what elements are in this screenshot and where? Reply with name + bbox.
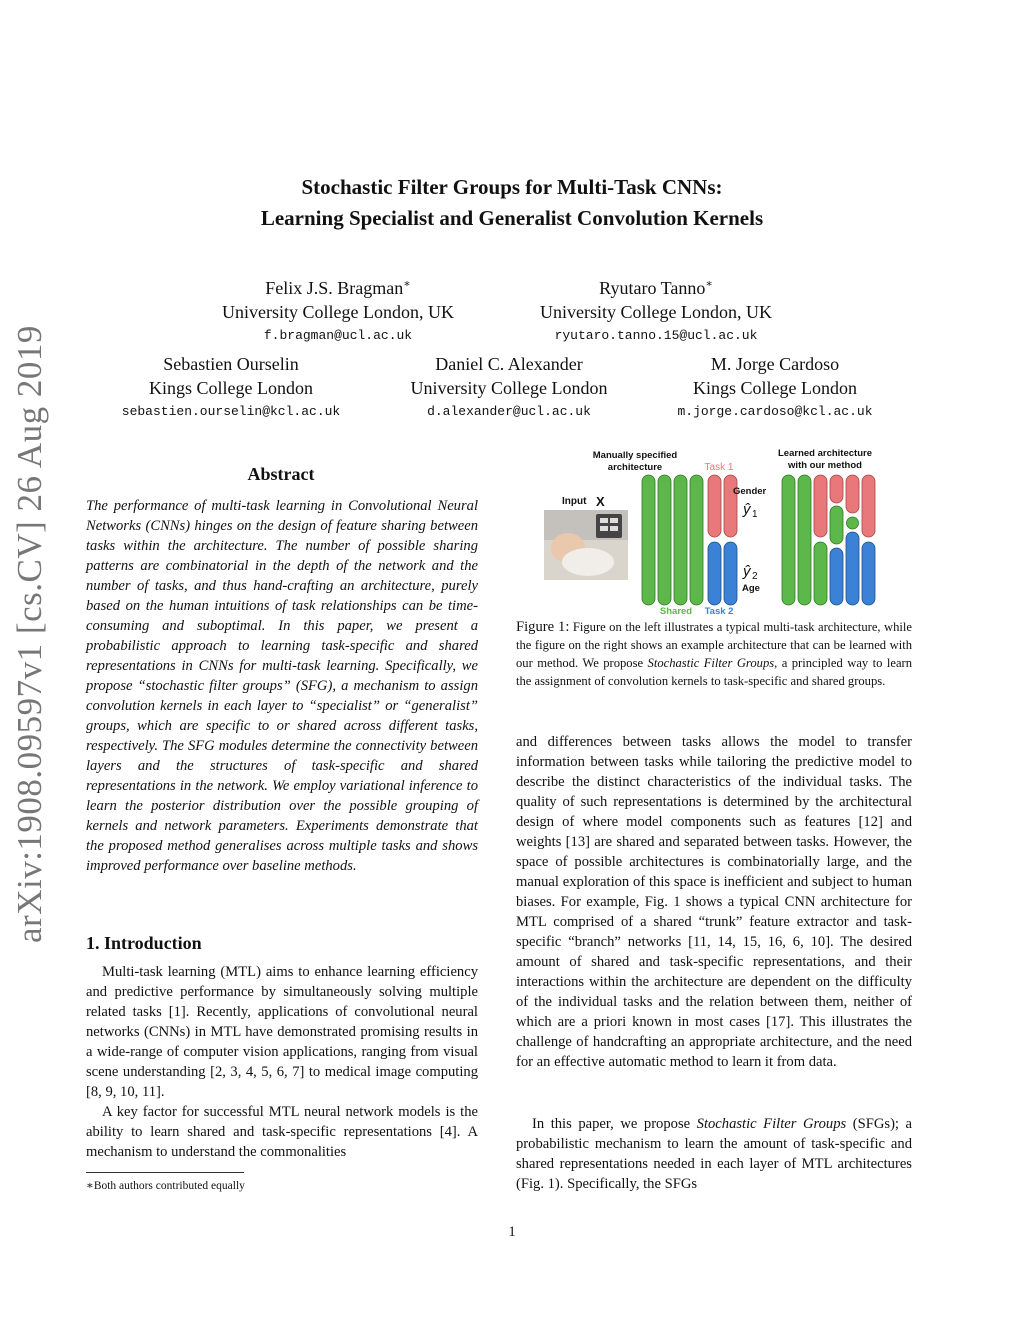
author-affiliation: University College London, UK xyxy=(222,302,454,322)
label-y2-subscript: 2 xyxy=(752,571,758,582)
author-block-cardoso xyxy=(650,352,900,422)
label-manual-1: Manually specified xyxy=(592,450,678,461)
author-name: M. Jorge Cardoso xyxy=(710,354,840,374)
author-block-ourselin xyxy=(96,352,366,422)
intro-paragraph-4 xyxy=(516,1114,912,1194)
label-manual-2: architecture xyxy=(607,462,663,473)
label-input: Input xyxy=(562,496,587,507)
caption-emphasis: Stochastic Filter Groups xyxy=(647,656,775,670)
author-email[interactable]: ryutaro.tanno.15@ucl.ac.uk xyxy=(554,328,758,343)
label-age: Age xyxy=(742,583,760,594)
label-y1-subscript: 1 xyxy=(752,509,758,520)
author-block-tanno xyxy=(506,272,806,346)
paper-title-line-1: Stochastic Filter Groups for Multi-Task CNNs: xyxy=(301,175,723,199)
label-learned-1: Learned architecture xyxy=(778,448,872,459)
abstract-text: The performance of multi-task learning in Convolutional Neural Networks (CNNs) hinges on the design of feature sharing between tasks within the architecture. The number of possible sharing patterns are combinatorial in the depth of the network and the number of tasks, and thus hand-crafting an architecture, purely based on the human intuitions of task relationships can be time-consuming and suboptimal. In this paper, we present a probabilistic approach to learning task-specific and shared representations in CNNs for multi-task learning. Specifically, we propose “stochastic filter groups” (SFG), a mechanism to assign convolution kernels in each layer to “specialist” or “generalist” groups, which are specific to or shared across different tasks, respectively. The SFG modules determine the connectivity between layers and the structures of task-specific and shared representations in the network. We employ variational inference to learn the posterior distribution over the possible grouping of kernels and network parameters. Experiments demonstrate that the proposed method generalises across multiple tasks and shows improved performance over baseline methods. xyxy=(86,498,478,874)
author-block-alexander xyxy=(379,352,639,422)
intro-paragraph-2: A key factor for successful MTL neural network models is the ability to learn shared and task-specific representations [4]. A mechanism to understand the commonalities xyxy=(86,1104,478,1160)
input-baby-photo xyxy=(544,510,628,580)
author-name: Daniel C. Alexander xyxy=(435,354,583,374)
label-task-2: Task 2 xyxy=(704,606,734,617)
label-y2-hat: ŷ xyxy=(743,563,751,580)
paper-title-line-2: Learning Specialist and Generalist Convolution Kernels xyxy=(260,206,764,230)
author-email[interactable]: f.bragman@ucl.ac.uk xyxy=(263,328,413,343)
p4-emphasis: Stochastic Filter Groups xyxy=(696,1116,847,1132)
label-gender: Gender xyxy=(733,486,767,497)
figure-1-label: Figure 1: xyxy=(516,619,570,635)
intro-paragraph-1: Multi-task learning (MTL) aims to enhance learning efficiency and predictive performance by simultaneously solving multiple related tasks [1]. Recently, applications of convolutional neural networks (CNNs) in MTL have demonstrated promising results in a wide-range of computer vision applications, ranging from visual scene understanding [2, 3, 4, 5, 6, 7] to medical image computing [8, 9, 10, 11]. xyxy=(86,964,478,1100)
author-affiliation: Kings College London xyxy=(693,378,857,398)
abstract-heading: Abstract xyxy=(247,464,315,484)
caption-part-a: Figure on the left illustrates a typical multi-task architecture, while the figure on the right shows an example architecture that can be learned with our method. We propose xyxy=(516,620,912,670)
manual-shared-trunk xyxy=(642,475,703,605)
author-name: Felix J.S. Bragman xyxy=(265,278,404,298)
p4-end: (SFGs); a probabilistic mechanism to learn the amount of task-specific and shared representations needed in each layer of MTL architectures (Fig. 1). Specifically, the SFGs xyxy=(516,1116,913,1192)
learned-architecture xyxy=(782,475,875,605)
author-email[interactable]: d.alexander@ucl.ac.uk xyxy=(427,404,591,419)
author-name: Ryutaro Tanno xyxy=(599,278,706,298)
section-heading-introduction: 1. Introduction xyxy=(86,933,202,953)
intro-paragraph-3: and differences between tasks allows the model to transfer information between tasks while tailoring the predictive model to describe the distinct characteristics of the individual tasks. The quality of such representations is determined by the architectural design of where model components such as features [12] and weights [13] are shared and separated between tasks. However, the space of possible architectures is combinatorially large, and the manual exploration of this space is inefficient and subject to human biases. For example, Fig. 1 shows a typical CNN architecture for MTL comprised of a shared “trunk” feature extractor and task-specific “branch” networks [11, 14, 15, 16, 6, 10]. The desired amount of shared and task-specific representations, and their interactions within the architecture are dependent on the difficulty of the individual tasks and the relation between them, neither of which are a priori known in most cases [17]. This illustrates the challenge of handcrafting an appropriate architecture, and the need for an effective automatic method to learn it from data. xyxy=(516,734,912,1070)
label-shared: Shared xyxy=(659,606,693,617)
caption-part-b: , a principled way to learn the assignment of convolution kernels to task-specific and shared groups. xyxy=(516,656,913,688)
arxiv-identifier: arXiv:1908.09597v1 [cs.CV] 26 Aug 2019 xyxy=(10,325,49,943)
label-learned-2: with our method xyxy=(788,460,862,471)
figure-1-diagram xyxy=(536,444,912,620)
author-mark: ∗ xyxy=(705,278,713,290)
manual-task1-branch xyxy=(708,475,737,537)
author-affiliation: University College London xyxy=(410,378,608,398)
label-y1-hat: ŷ xyxy=(743,501,751,518)
page-number: 1 xyxy=(508,1224,516,1240)
author-email[interactable]: sebastien.ourselin@kcl.ac.uk xyxy=(121,404,341,419)
author-email[interactable]: m.jorge.cardoso@kcl.ac.uk xyxy=(677,404,873,419)
label-x: X xyxy=(596,494,605,509)
author-mark: ∗ xyxy=(403,278,411,290)
figure-1-caption xyxy=(516,618,912,690)
p4-start: In this paper, we propose xyxy=(532,1116,697,1132)
author-name: Sebastien Ourselin xyxy=(163,354,299,374)
footnote-rule xyxy=(86,1172,244,1173)
author-block-bragman xyxy=(188,272,488,346)
footnote: ∗Both authors contributed equally xyxy=(86,1180,245,1192)
label-task-1: Task 1 xyxy=(704,462,734,473)
author-affiliation: University College London, UK xyxy=(540,302,772,322)
manual-task2-branch xyxy=(708,542,737,605)
author-affiliation: Kings College London xyxy=(149,378,313,398)
